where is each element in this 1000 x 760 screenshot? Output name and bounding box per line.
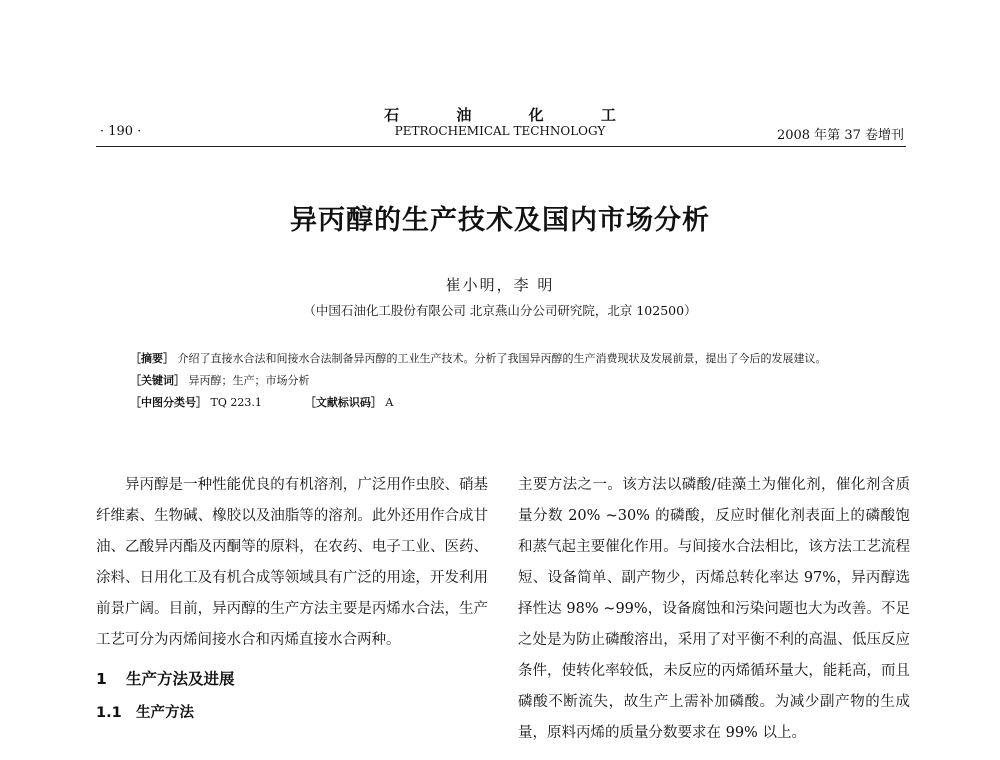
classification-line	[130, 392, 890, 414]
keywords-text: 异丙醇；生产；市场分析	[188, 374, 310, 387]
classification-label: ［中图分类号］	[130, 396, 207, 409]
intro-paragraph: 异丙醇是一种性能优良的有机溶剂，广泛用作虫胶、硝基纤维素、生物碱、橡胶以及油脂等的溶剂。此外还用作合成甘油、乙酸异丙酯及丙酮等的原料，在农药、电子工业、医药、涂料、日用化工及有机合成等领域具有广泛的用途，开发利用前景广阔。目前，异丙醇的生产方法主要是丙烯水合法，生产工艺可分为丙烯间接水合和丙烯直接水合两种。	[96, 477, 488, 648]
issue-info: 2008 年第 37 卷增刊	[776, 128, 904, 143]
subsection-title: 生产方法	[136, 705, 194, 721]
abstract-label: ［摘要］	[130, 352, 174, 365]
body-column-left	[96, 470, 488, 730]
subsection-number: 1.1	[96, 705, 122, 721]
method-paragraph: 主要方法之一。该方法以磷酸/硅藻土为催化剂，催化剂含质量分数 20% ~30% 的磷酸，反应时催化剂表面上的磷酸饱和蒸气起主要催化作用。与间接水合法相比，该方法工艺流程短、设备简单、副产物少，丙烯总转化率达 97%，异丙醇选择性达 98% ~99%，设备腐蚀和污染问题也大为改善。不足之处是为防止磷酸溶出，采用了对平衡不利的高温、低压反应条件，使转化率较低，未反应的丙烯循环量大，能耗高，而且磷酸不断流失，故生产上需补加磷酸。为减少副产物的生成量，原料丙烯的质量分数要求在 99% 以上。	[518, 477, 910, 741]
section-number: 1	[96, 670, 107, 688]
document-code-value: A	[385, 396, 394, 409]
journal-title-cn: 石 油 化 工	[384, 106, 642, 124]
header-rule	[96, 146, 906, 147]
abstract-text: 介绍了直接水合法和间接水合法制备异丙醇的工业生产技术。分析了我国异丙醇的生产消费现状及发展前景，提出了今后的发展建议。	[177, 352, 827, 365]
body-column-right	[518, 470, 910, 749]
section-heading	[96, 656, 488, 696]
classification-value: TQ 223.1	[210, 396, 262, 409]
article-title: 异丙醇的生产技术及国内市场分析	[290, 205, 710, 236]
subsection-heading	[96, 696, 488, 730]
authors: 崔小明，李 明	[445, 276, 555, 294]
page-number: · 190 ·	[100, 124, 142, 139]
affiliation: （中国石油化工股份有限公司 北京燕山分公司研究院，北京 102500）	[303, 303, 697, 318]
keywords	[130, 370, 890, 392]
abstract	[130, 348, 890, 370]
journal-title-en: PETROCHEMICAL TECHNOLOGY	[394, 124, 606, 138]
document-code-label: ［文献标识码］	[304, 396, 382, 409]
section-title: 生产方法及进展	[126, 670, 235, 688]
keywords-label: ［关键词］	[130, 374, 185, 387]
abstract-block	[130, 348, 890, 414]
